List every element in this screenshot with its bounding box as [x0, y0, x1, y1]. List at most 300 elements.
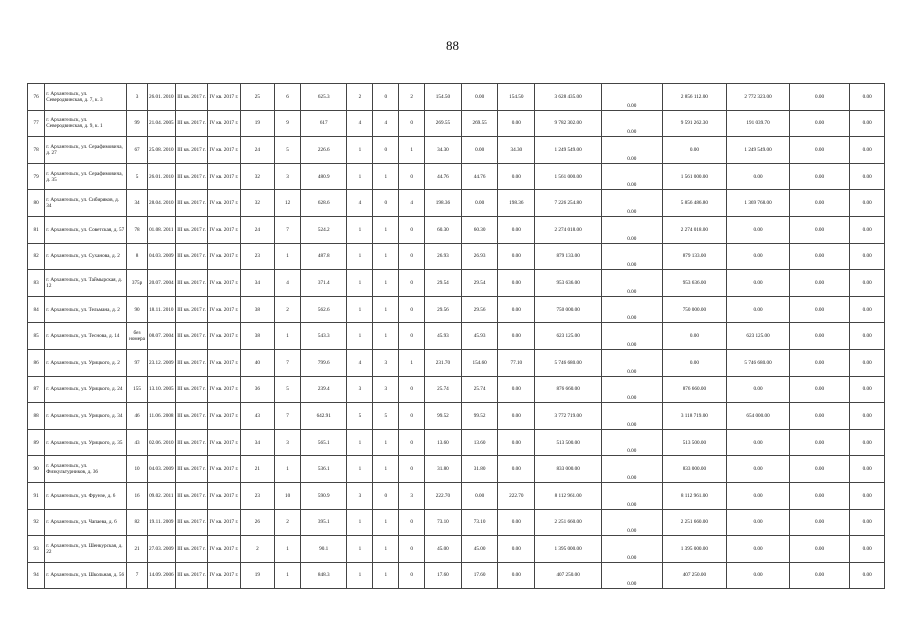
table-cell: 833 000.00	[662, 456, 727, 483]
table-cell: 32	[240, 163, 275, 190]
table-cell: 2 274 018.00	[662, 216, 727, 243]
table-cell: 848.3	[301, 562, 347, 589]
table-cell: 08.07. 2004	[147, 323, 175, 350]
table-cell: 7	[275, 216, 301, 243]
page-number: 88	[446, 38, 459, 53]
table-cell: 1	[399, 137, 425, 164]
table-cell: 0.00	[850, 456, 885, 483]
table-cell: 617	[301, 110, 347, 137]
table-cell: 407 250.00	[662, 562, 727, 589]
table-cell: 1 369 768.00	[727, 190, 790, 217]
table-cell: 0.00	[850, 243, 885, 270]
table-cell: 13.10. 2005	[147, 376, 175, 403]
table-cell: 543.3	[301, 323, 347, 350]
table-cell: 4	[275, 270, 301, 297]
table-cell: 625.3	[301, 84, 347, 111]
table-cell: 0.00	[602, 509, 662, 536]
table-cell: 26	[240, 509, 275, 536]
table-cell: IV кв. 2017 г.	[208, 137, 240, 164]
table-cell: 487.8	[301, 243, 347, 270]
table-cell: 0.00	[498, 562, 535, 589]
table-cell: 0.00	[850, 509, 885, 536]
table-cell: III кв. 2017 г.	[175, 137, 207, 164]
table-cell: 0.00	[461, 137, 498, 164]
table-cell: 01.08. 2011	[147, 216, 175, 243]
table-cell: 0.00	[602, 270, 662, 297]
table-cell: 99.52	[425, 403, 462, 430]
table-cell: 222.70	[498, 482, 535, 509]
table-cell: 1	[373, 216, 399, 243]
table-cell: 231.70	[425, 349, 462, 376]
table-cell: 2 251 660.00	[662, 509, 727, 536]
table-cell: 0.00	[461, 482, 498, 509]
table-cell: 0	[399, 163, 425, 190]
address-cell: г. Архангельск, ул. Теснова, д. 14	[45, 323, 127, 350]
table-cell: 876 660.00	[662, 376, 727, 403]
table-cell: 31.80	[461, 456, 498, 483]
table-row	[28, 376, 885, 403]
table-cell: 1	[347, 562, 373, 589]
table-row	[28, 137, 885, 164]
table-cell: 0.00	[498, 536, 535, 563]
table-cell: IV кв. 2017 г.	[208, 163, 240, 190]
table-cell: 1	[275, 323, 301, 350]
table-cell: 73.10	[461, 509, 498, 536]
table-cell: 0.00	[850, 403, 885, 430]
table-cell: 4	[347, 190, 373, 217]
table-cell: 198.36	[425, 190, 462, 217]
table-cell: 26.01. 2010	[147, 84, 175, 111]
table-cell: 6	[275, 84, 301, 111]
table-cell: III кв. 2017 г.	[175, 323, 207, 350]
table-cell: 0.00	[789, 323, 849, 350]
table-cell: 9	[275, 110, 301, 137]
table-cell: 0.00	[789, 163, 849, 190]
table-cell: 0.00	[498, 216, 535, 243]
table-cell: 26.01. 2010	[147, 163, 175, 190]
table-cell: 1	[275, 243, 301, 270]
table-cell: 0.00	[789, 243, 849, 270]
table-cell: 0	[399, 323, 425, 350]
table-cell: 222.70	[425, 482, 462, 509]
table-cell: 5 856 486.80	[662, 190, 727, 217]
table-cell: 1	[347, 243, 373, 270]
row-number-cell: 78	[28, 137, 45, 164]
table-cell: 0.00	[850, 482, 885, 509]
table-cell: 31.80	[425, 456, 462, 483]
table-cell: 1	[275, 536, 301, 563]
table-cell: 623 125.00	[727, 323, 790, 350]
table-cell: 0.00	[850, 216, 885, 243]
table-cell: 239.4	[301, 376, 347, 403]
table-cell: 269.55	[461, 110, 498, 137]
table-cell: 0.00	[789, 349, 849, 376]
table-cell: 198.36	[498, 190, 535, 217]
table-cell: 1 395 000.00	[662, 536, 727, 563]
table-cell: III кв. 2017 г.	[175, 456, 207, 483]
table-cell: 5	[127, 163, 148, 190]
table-cell: 0	[373, 137, 399, 164]
table-cell: 0.00	[727, 376, 790, 403]
table-cell: IV кв. 2017 г.	[208, 270, 240, 297]
table-cell: 0.00	[602, 456, 662, 483]
table-cell: 524.2	[301, 216, 347, 243]
housing-table	[27, 83, 885, 589]
table-cell: 1	[373, 296, 399, 323]
table-cell: 833 000.00	[535, 456, 602, 483]
table-cell: 2	[347, 84, 373, 111]
table-cell: 02.06. 2010	[147, 429, 175, 456]
table-cell: 269.55	[425, 110, 462, 137]
table-cell: 0.00	[850, 190, 885, 217]
table-cell: 0.00	[850, 110, 885, 137]
table-cell: 1 249 549.00	[727, 137, 790, 164]
table-cell: 1 561 000.00	[535, 163, 602, 190]
table-cell: 19	[240, 562, 275, 589]
table-cell: 0.00	[850, 562, 885, 589]
table-cell: 0	[399, 216, 425, 243]
address-cell: г. Архангельск, ул. Советская, д. 57	[45, 216, 127, 243]
table-cell: 34.30	[498, 137, 535, 164]
table-cell: III кв. 2017 г.	[175, 349, 207, 376]
table-cell: 3 772 719.00	[535, 403, 602, 430]
table-cell: 0.00	[727, 509, 790, 536]
table-cell: 654 000.00	[727, 403, 790, 430]
table-cell: 3 118 719.00	[662, 403, 727, 430]
table-cell: 0	[399, 376, 425, 403]
table-cell: 799.6	[301, 349, 347, 376]
table-cell: 29.56	[461, 296, 498, 323]
table-cell: 0.00	[850, 270, 885, 297]
table-cell: 40	[240, 349, 275, 376]
table-cell: 1	[373, 562, 399, 589]
table-cell: 60.30	[425, 216, 462, 243]
table-cell: 99	[127, 110, 148, 137]
table-cell: 0	[399, 562, 425, 589]
table-cell: 73.10	[425, 509, 462, 536]
table-cell: 04.03. 2009	[147, 243, 175, 270]
table-cell: без номера	[127, 323, 148, 350]
table-cell: 8 112 961.00	[535, 482, 602, 509]
address-cell: г. Архангельск, ул. Серафимовича, д. 35	[45, 163, 127, 190]
table-cell: 3	[275, 429, 301, 456]
table-cell: 0.00	[850, 296, 885, 323]
table-cell: 21	[240, 456, 275, 483]
table-cell: 0.00	[727, 243, 790, 270]
table-cell: 750 000.00	[535, 296, 602, 323]
table-cell: 879 133.00	[662, 243, 727, 270]
table-cell: IV кв. 2017 г.	[208, 482, 240, 509]
row-number-cell: 86	[28, 349, 45, 376]
table-cell: 953 636.00	[662, 270, 727, 297]
table-cell: 9 591 262.30	[662, 110, 727, 137]
table-cell: 0.00	[498, 456, 535, 483]
table-cell: 0.00	[498, 296, 535, 323]
table-cell: 04.03. 2009	[147, 456, 175, 483]
table-cell: III кв. 2017 г.	[175, 482, 207, 509]
table-cell: III кв. 2017 г.	[175, 296, 207, 323]
table-cell: III кв. 2017 г.	[175, 562, 207, 589]
table-cell: 0.00	[850, 137, 885, 164]
table-row	[28, 403, 885, 430]
table-row	[28, 216, 885, 243]
table-cell: 0.00	[662, 349, 727, 376]
table-cell: 2	[275, 296, 301, 323]
table-cell: 2 274 018.00	[535, 216, 602, 243]
table-cell: 0.00	[461, 84, 498, 111]
table-cell: 45.93	[425, 323, 462, 350]
table-cell: 1	[275, 562, 301, 589]
table-cell: 480.9	[301, 163, 347, 190]
table-cell: 0	[399, 270, 425, 297]
table-cell: 2 856 112.00	[662, 84, 727, 111]
table-row	[28, 349, 885, 376]
table-cell: 1	[347, 536, 373, 563]
table-cell: 0.00	[602, 376, 662, 403]
table-cell: 1	[347, 216, 373, 243]
table-cell: 375р	[127, 270, 148, 297]
table-cell: III кв. 2017 г.	[175, 376, 207, 403]
table-cell: IV кв. 2017 г.	[208, 216, 240, 243]
table-cell: 4	[399, 190, 425, 217]
row-number-cell: 84	[28, 296, 45, 323]
table-cell: 21.04. 2005	[147, 110, 175, 137]
table-cell: 17.60	[461, 562, 498, 589]
table-cell: 0	[399, 403, 425, 430]
table-cell: 17.60	[425, 562, 462, 589]
table-cell: 43	[127, 429, 148, 456]
table-cell: 34	[240, 429, 275, 456]
table-cell: 1	[347, 296, 373, 323]
table-cell: 191 039.70	[727, 110, 790, 137]
table-cell: 1	[347, 429, 373, 456]
table-cell: 0.00	[727, 163, 790, 190]
table-cell: 0.00	[602, 536, 662, 563]
table-cell: IV кв. 2017 г.	[208, 110, 240, 137]
table-cell: III кв. 2017 г.	[175, 429, 207, 456]
table-cell: 1	[373, 163, 399, 190]
table-cell: 0.00	[727, 482, 790, 509]
table-cell: 0	[399, 456, 425, 483]
row-number-cell: 85	[28, 323, 45, 350]
table-cell: 0.00	[602, 482, 662, 509]
table-cell: 90.1	[301, 536, 347, 563]
table-cell: 97	[127, 349, 148, 376]
table-cell: 14.09. 2006	[147, 562, 175, 589]
row-number-cell: 90	[28, 456, 45, 483]
table-cell: 1	[373, 536, 399, 563]
table-row	[28, 296, 885, 323]
address-cell: г. Архангельск, ул. Урицкого, д. 24	[45, 376, 127, 403]
table-cell: 3	[399, 482, 425, 509]
table-cell: 0.00	[850, 536, 885, 563]
row-number-cell: 92	[28, 509, 45, 536]
table-cell: 45.00	[425, 536, 462, 563]
table-cell: 45.00	[461, 536, 498, 563]
table-cell: 25.08. 2010	[147, 137, 175, 164]
table-cell: 0.00	[498, 243, 535, 270]
row-number-cell: 82	[28, 243, 45, 270]
table-cell: 0.00	[789, 456, 849, 483]
table-cell: 0	[373, 482, 399, 509]
table-cell: 5	[347, 403, 373, 430]
table-cell: 34.30	[425, 137, 462, 164]
table-cell: 82	[127, 509, 148, 536]
table-cell: 0.00	[498, 403, 535, 430]
table-cell: 43	[240, 403, 275, 430]
address-cell: г. Архангельск, ул. Серафимовича, д. 27	[45, 137, 127, 164]
table-row	[28, 482, 885, 509]
table-cell: 154.50	[498, 84, 535, 111]
table-cell: 99.52	[461, 403, 498, 430]
table-cell: 0.00	[789, 190, 849, 217]
row-number-cell: 81	[28, 216, 45, 243]
table-cell: 2	[240, 536, 275, 563]
table-cell: 0.00	[602, 163, 662, 190]
table-row	[28, 429, 885, 456]
table-cell: III кв. 2017 г.	[175, 536, 207, 563]
table-cell: 0.00	[498, 509, 535, 536]
table-cell: 23	[240, 482, 275, 509]
row-number-cell: 79	[28, 163, 45, 190]
address-cell: г. Архангельск, ул. Шенкурская, д. 22	[45, 536, 127, 563]
table-cell: 0.00	[789, 403, 849, 430]
table-cell: 1	[347, 456, 373, 483]
table-cell: 60.30	[461, 216, 498, 243]
address-cell: г. Архангельск, ул. Фрунзе, д. 6	[45, 482, 127, 509]
table-cell: 8 112 961.00	[662, 482, 727, 509]
table-cell: III кв. 2017 г.	[175, 84, 207, 111]
address-cell: г. Архангельск, ул. Северодвинская, д. 9, к. 1	[45, 110, 127, 137]
table-row	[28, 536, 885, 563]
table-cell: 0.00	[727, 456, 790, 483]
table-cell: 513 500.00	[535, 429, 602, 456]
table-cell: 3	[275, 163, 301, 190]
table-cell: 90	[127, 296, 148, 323]
row-number-cell: 89	[28, 429, 45, 456]
table-cell: 0.00	[602, 137, 662, 164]
table-cell: 0.00	[727, 216, 790, 243]
table-cell: III кв. 2017 г.	[175, 216, 207, 243]
table-cell: 0.00	[789, 536, 849, 563]
table-cell: 953 636.00	[535, 270, 602, 297]
table-cell: 0	[399, 429, 425, 456]
table-cell: 0.00	[789, 376, 849, 403]
row-number-cell: 76	[28, 84, 45, 111]
table-cell: 34	[240, 270, 275, 297]
table-cell: 0	[399, 243, 425, 270]
table-cell: 21	[127, 536, 148, 563]
table-cell: 5 746 680.00	[727, 349, 790, 376]
table-cell: 3 628 435.00	[535, 84, 602, 111]
table-cell: 0.00	[850, 84, 885, 111]
table-cell: IV кв. 2017 г.	[208, 509, 240, 536]
table-cell: 879 133.00	[535, 243, 602, 270]
table-cell: 2	[275, 509, 301, 536]
table-cell: 7 226 254.80	[535, 190, 602, 217]
table-cell: 0.00	[789, 296, 849, 323]
table-cell: 5	[275, 376, 301, 403]
table-cell: 0.00	[602, 429, 662, 456]
table-cell: IV кв. 2017 г.	[208, 562, 240, 589]
table-cell: IV кв. 2017 г.	[208, 190, 240, 217]
table-cell: 0	[373, 190, 399, 217]
row-number-cell: 93	[28, 536, 45, 563]
table-cell: 1	[373, 243, 399, 270]
table-cell: 0.00	[662, 323, 727, 350]
table-row	[28, 323, 885, 350]
row-number-cell: 88	[28, 403, 45, 430]
table-cell: 0.00	[498, 429, 535, 456]
table-cell: 0	[399, 536, 425, 563]
table-cell: 1	[373, 270, 399, 297]
table-cell: IV кв. 2017 г.	[208, 243, 240, 270]
table-cell: 0.00	[602, 243, 662, 270]
table-cell: 0	[399, 110, 425, 137]
table-cell: 27.03. 2009	[147, 536, 175, 563]
table-row	[28, 84, 885, 111]
table-cell: 1	[347, 323, 373, 350]
row-number-cell: 91	[28, 482, 45, 509]
table-cell: 11.06. 2008	[147, 403, 175, 430]
table-cell: 1	[275, 456, 301, 483]
table-row	[28, 163, 885, 190]
table-cell: 395.1	[301, 509, 347, 536]
table-cell: 0.00	[789, 509, 849, 536]
address-cell: г. Архангельск, ул. Северодвинская, д. 7, к. 3	[45, 84, 127, 111]
table-cell: 23.12. 2009	[147, 349, 175, 376]
table-cell: 36	[240, 376, 275, 403]
table-cell: 16	[127, 482, 148, 509]
table-cell: 0.00	[498, 110, 535, 137]
table-cell: 1 561 000.00	[662, 163, 727, 190]
table-cell: 0.00	[789, 270, 849, 297]
table-cell: 24	[240, 137, 275, 164]
table-cell: 0.00	[498, 323, 535, 350]
table-cell: 0	[399, 509, 425, 536]
table-cell: 5	[373, 403, 399, 430]
table-cell: 26.93	[461, 243, 498, 270]
table-cell: 1	[373, 509, 399, 536]
table-cell: 1	[399, 349, 425, 376]
table-cell: IV кв. 2017 г.	[208, 429, 240, 456]
table-cell: 1	[347, 509, 373, 536]
table-cell: III кв. 2017 г.	[175, 270, 207, 297]
table-cell: 1	[373, 429, 399, 456]
table-cell: 13.60	[461, 429, 498, 456]
table-cell: 3	[127, 84, 148, 111]
table-cell: 25.74	[461, 376, 498, 403]
table-cell: 10	[127, 456, 148, 483]
table-cell: IV кв. 2017 г.	[208, 403, 240, 430]
table-cell: 623 125.00	[535, 323, 602, 350]
table-cell: 25	[240, 84, 275, 111]
table-row	[28, 190, 885, 217]
table-cell: 32	[240, 190, 275, 217]
table-cell: 0.00	[602, 403, 662, 430]
table-cell: 38	[240, 296, 275, 323]
table-cell: 0.00	[662, 137, 727, 164]
table-row	[28, 509, 885, 536]
table-cell: IV кв. 2017 г.	[208, 84, 240, 111]
table-cell: 7	[275, 403, 301, 430]
table-cell: 628.6	[301, 190, 347, 217]
table-cell: 0.00	[461, 190, 498, 217]
table-cell: III кв. 2017 г.	[175, 403, 207, 430]
table-cell: 12	[275, 190, 301, 217]
address-cell: г. Архангельск, ул. Сибиряков, д. 34	[45, 190, 127, 217]
row-number-cell: 87	[28, 376, 45, 403]
